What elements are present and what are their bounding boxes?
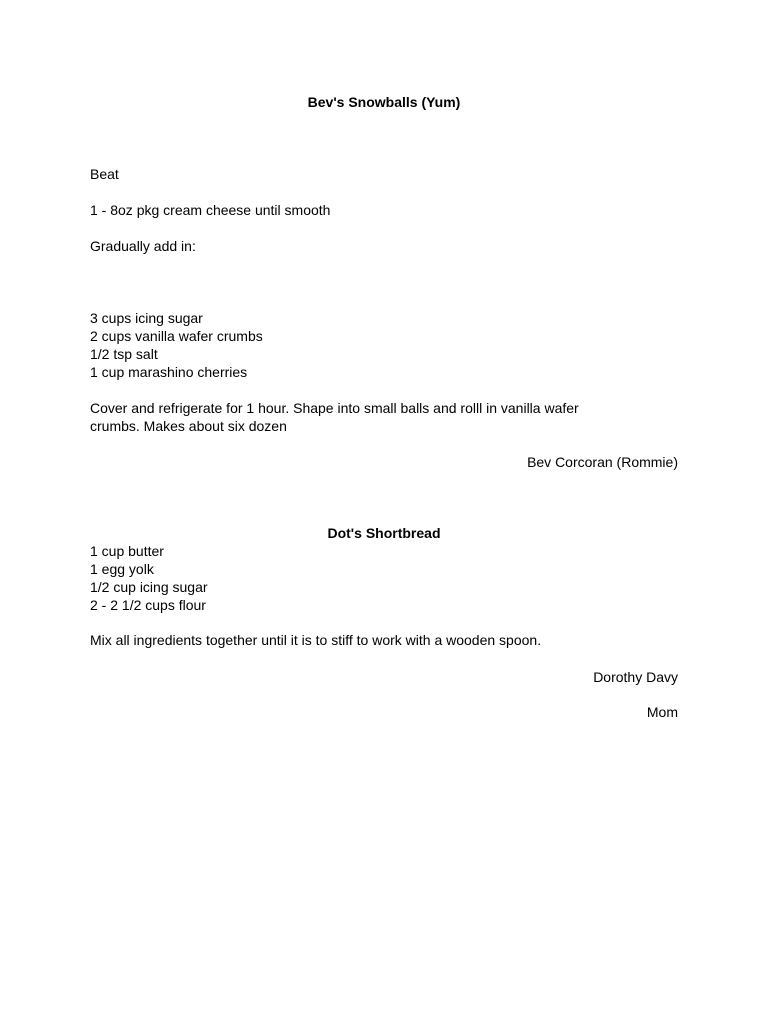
ingredient-item: 1/2 tsp salt bbox=[90, 346, 158, 362]
step-text: Gradually add in: bbox=[90, 238, 196, 254]
ingredient-item: 1 cup butter bbox=[90, 543, 164, 559]
ingredient-item: 1/2 cup icing sugar bbox=[90, 579, 208, 595]
recipe-author-note: Mom bbox=[646, 704, 678, 720]
ingredient-item: 2 cups vanilla wafer crumbs bbox=[90, 328, 263, 344]
recipe-title: Bev's Snowballs (Yum) bbox=[307, 94, 461, 110]
ingredient-item: 1 egg yolk bbox=[90, 561, 154, 577]
recipe-author: Dorothy Davy bbox=[593, 669, 678, 685]
recipe-title: Dot's Shortbread bbox=[327, 525, 441, 541]
ingredient-item: 1 cup marashino cherries bbox=[90, 364, 248, 380]
instructions-text: Cover and refrigerate for 1 hour. Shape into small balls and rolll in vanilla wafer bbox=[90, 400, 579, 416]
recipe-author: Bev Corcoran (Rommie) bbox=[527, 454, 678, 470]
instructions-text: crumbs. Makes about six dozen bbox=[90, 418, 287, 434]
instructions-text: Mix all ingredients together until it is to stiff to work with a wooden spoon. bbox=[90, 632, 542, 648]
step-text: 1 - 8oz pkg cream cheese until smooth bbox=[90, 202, 331, 218]
ingredient-item: 2 - 2 1/2 cups flour bbox=[90, 597, 206, 613]
ingredient-item: 3 cups icing sugar bbox=[90, 310, 203, 326]
step-text: Beat bbox=[90, 166, 119, 182]
